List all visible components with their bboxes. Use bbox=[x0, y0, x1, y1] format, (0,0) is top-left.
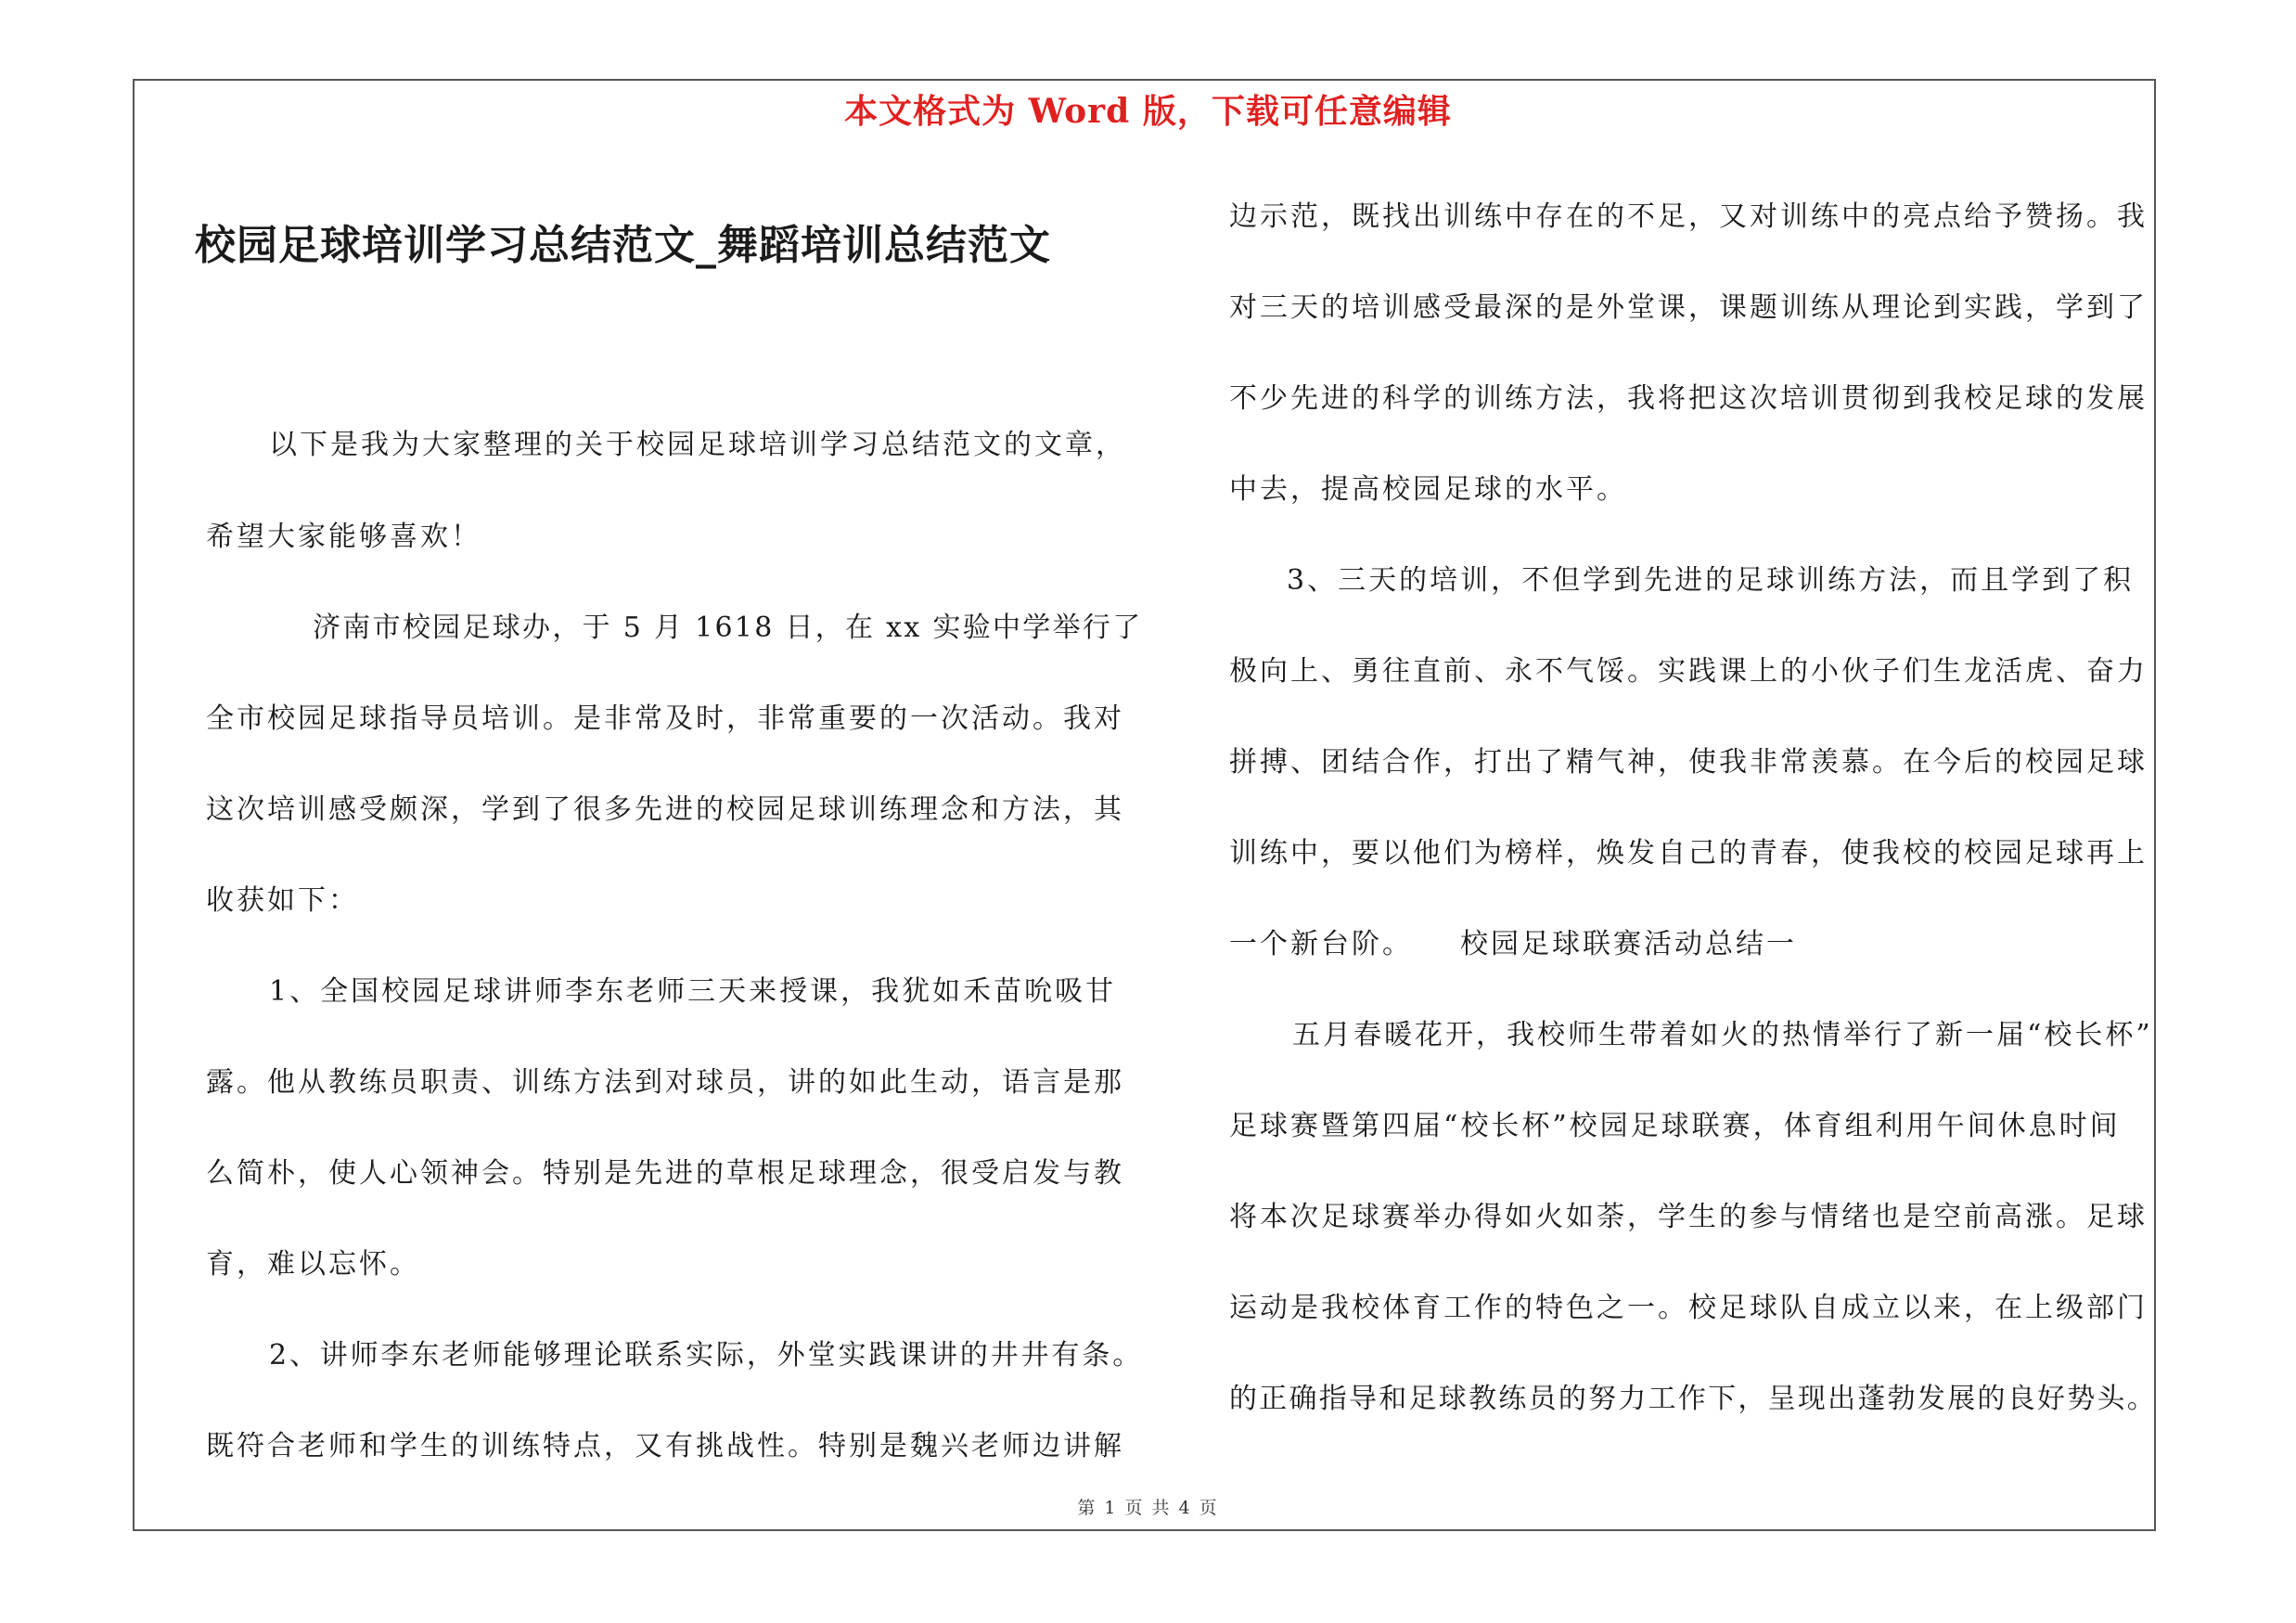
paragraph-line: 将本次足球赛举办得如火如荼，学生的参与情绪也是空前高涨。足球 bbox=[1229, 1201, 2148, 1233]
paragraph-line: 3、三天的培训，不但学到先进的足球训练方法，而且学到了积 bbox=[1287, 564, 2135, 597]
paragraph-line: 1、全国校园足球讲师李东老师三天来授课，我犹如禾苗吮吸甘 bbox=[269, 975, 1117, 1008]
paragraph-line: 收获如下： bbox=[206, 884, 359, 917]
paragraph-line: 一个新台阶。 校园足球联赛活动总结一 bbox=[1229, 928, 1797, 960]
paragraph-line: 这次培训感受颇深，学到了很多先进的校园足球训练理念和方法，其 bbox=[206, 793, 1124, 826]
paragraph-line: 中去，提高校园足球的水平。 bbox=[1229, 473, 1627, 506]
paragraph-line: 对三天的培训感受最深的是外堂课，课题训练从理论到实践，学到了 bbox=[1229, 291, 2148, 324]
paragraph-line: 足球赛暨第四届“校长杯”校园足球联赛，体育组利用午间休息时间 bbox=[1229, 1110, 2121, 1142]
paragraph-line: 济南市校园足球办，于 5 月 1618 日，在 xx 实验中学举行了 bbox=[313, 612, 1143, 644]
paragraph-line: 不少先进的科学的训练方法，我将把这次培训贯彻到我校足球的发展 bbox=[1229, 382, 2148, 415]
paragraph-line: 全市校园足球指导员培训。是非常及时，非常重要的一次活动。我对 bbox=[206, 702, 1124, 735]
paragraph-line: 五月春暖花开，我校师生带着如火的热情举行了新一届“校长杯” bbox=[1292, 1019, 2153, 1051]
paragraph-line: 么简朴，使人心领神会。特别是先进的草根足球理念，很受启发与教 bbox=[206, 1157, 1124, 1190]
page-number: 第 1 页 共 4 页 bbox=[1077, 1498, 1219, 1518]
paragraph-line: 的正确指导和足球教练员的努力工作下，呈现出蓬勃发展的良好势头。 bbox=[1229, 1383, 2157, 1415]
paragraph-line: 希望大家能够喜欢！ bbox=[206, 521, 481, 553]
paragraph-line: 露。他从教练员职责、训练方法到对球员，讲的如此生动，语言是那 bbox=[206, 1066, 1124, 1099]
paragraph-line: 以下是我为大家整理的关于校园足球培训学习总结范文的文章， bbox=[269, 429, 1126, 461]
paragraph-line: 极向上、勇往直前、永不气馁。实践课上的小伙子们生龙活虎、奋力 bbox=[1229, 655, 2148, 688]
paragraph-line: 2、讲师李东老师能够理论联系实际，外堂实践课讲的井井有条。 bbox=[269, 1339, 1144, 1372]
paragraph-line: 育，难以忘怀。 bbox=[206, 1248, 420, 1281]
paragraph-line: 拼搏、团结合作，打出了精气神，使我非常羡慕。在今后的校园足球 bbox=[1229, 746, 2148, 779]
paragraph-line: 边示范，既找出训练中存在的不足，又对训练中的亮点给予赞扬。我 bbox=[1229, 200, 2148, 233]
paragraph-line: 运动是我校体育工作的特色之一。校足球队自成立以来，在上级部门 bbox=[1229, 1292, 2148, 1324]
document-title: 校园足球培训学习总结范文_舞蹈培训总结范文 bbox=[195, 222, 1051, 269]
paragraph-line: 训练中，要以他们为榜样，焕发自己的青春，使我校的校园足球再上 bbox=[1229, 837, 2148, 869]
word-format-banner: 本文格式为 Word 版，下载可任意编辑 bbox=[844, 92, 1452, 131]
paragraph-line: 既符合老师和学生的训练特点，又有挑战性。特别是魏兴老师边讲解 bbox=[206, 1430, 1124, 1462]
